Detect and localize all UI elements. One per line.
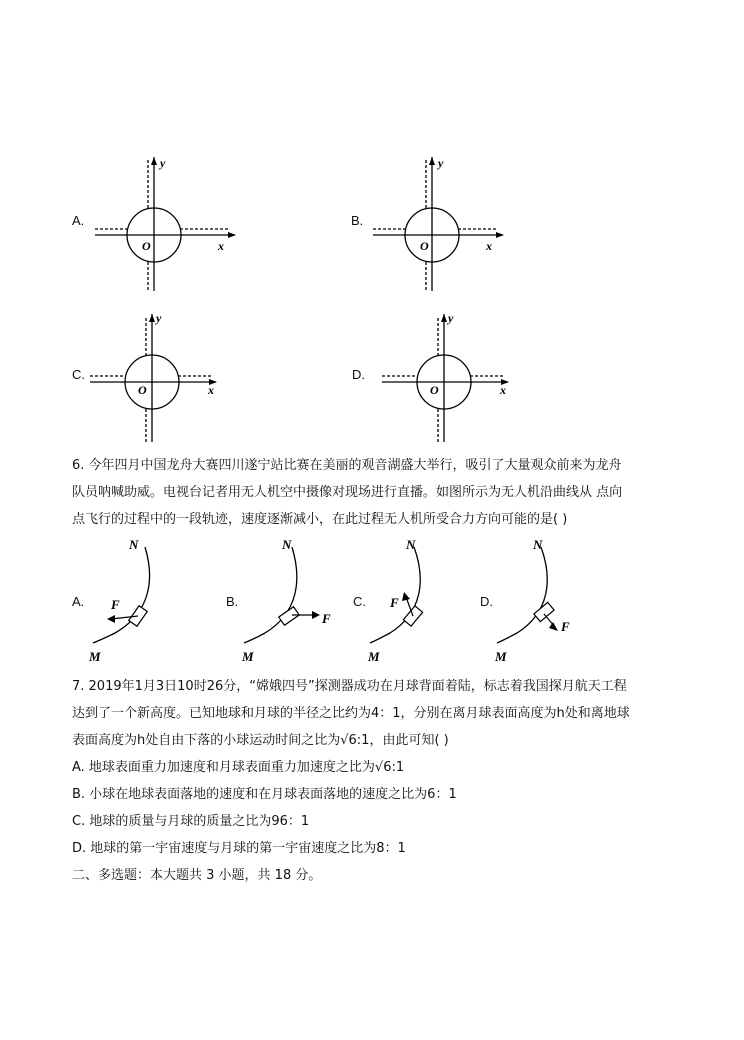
q6-force-c: F xyxy=(390,595,399,610)
q7-line-3: 表面高度为h处自由下落的小球运动时间之比为√6:1，由此可知( ) xyxy=(72,733,449,748)
section-heading-multiple-choice: 二、多选题：本大题共 3 小题，共 18 分。 xyxy=(72,868,322,883)
q5-diagram-a xyxy=(90,155,240,295)
q6-point-m-d: M xyxy=(495,649,507,664)
q6-point-n-d: N xyxy=(533,537,543,552)
q6-point-m-b: M xyxy=(242,649,254,664)
q6-line-2: 队员呐喊助威。电视台记者用无人机空中摄像对现场进行直播。如图所示为无人机沿曲线从 点向 xyxy=(72,485,623,500)
q5-axis-x-label: x xyxy=(218,239,224,253)
q5-option-a-label[interactable]: A. xyxy=(72,213,85,228)
q6-force-a: F xyxy=(111,597,120,612)
q6-force-d: F xyxy=(561,619,570,634)
q5-axis-y-label: y xyxy=(160,156,166,170)
q7-option-b[interactable]: B. 小球在地球表面落地的速度和在月球表面落地的速度之比为6：1 xyxy=(72,787,457,802)
q6-option-a-label[interactable]: A. xyxy=(72,594,85,609)
q5-axis-x-label-b: x xyxy=(486,239,492,253)
q6-diagram-c xyxy=(366,535,456,665)
q6-diagram-d xyxy=(493,535,593,665)
q6-point-n-a: N xyxy=(129,537,139,552)
q5-axis-x-label-d: x xyxy=(500,383,506,397)
q7-option-c[interactable]: C. 地球的质量与月球的质量之比为96：1 xyxy=(72,814,310,829)
q6-point-n-b: N xyxy=(282,537,292,552)
q6-point-m-c: M xyxy=(368,649,380,664)
q5-option-c-label[interactable]: C. xyxy=(72,367,85,382)
q5-axis-y-label-b: y xyxy=(438,156,444,170)
q6-diagram-b xyxy=(240,535,350,665)
q5-origin-label: O xyxy=(142,239,151,253)
q6-option-b-label[interactable]: B. xyxy=(226,594,239,609)
q6-option-d-label[interactable]: D. xyxy=(480,594,493,609)
q5-option-b-label[interactable]: B. xyxy=(351,213,364,228)
q6-line-1: 6. 今年四月中国龙舟大赛四川遂宁站比赛在美丽的观音湖盛大举行，吸引了大量观众前来为龙舟 xyxy=(72,458,622,473)
q5-axis-y-label-c: y xyxy=(156,311,162,325)
q7-line-2: 达到了一个新高度。已知地球和月球的半径之比约为4：1，分别在离月球表面高度为h处和离地球 xyxy=(72,706,630,721)
q6-option-c-label[interactable]: C. xyxy=(353,594,366,609)
q6-point-n-c: N xyxy=(406,537,416,552)
q6-force-b: F xyxy=(322,611,331,626)
q5-axis-y-label-d: y xyxy=(448,311,454,325)
q5-diagram-c xyxy=(88,310,238,445)
q6-diagram-a xyxy=(85,535,175,665)
q5-option-d-label[interactable]: D. xyxy=(352,367,365,382)
q5-axis-x-label-c: x xyxy=(208,383,214,397)
q6-line-3: 点飞行的过程中的一段轨迹，速度逐渐减小，在此过程无人机所受合力方向可能的是( ) xyxy=(72,512,568,527)
q7-option-a[interactable]: A. 地球表面重力加速度和月球表面重力加速度之比为√6:1 xyxy=(72,760,405,775)
q5-origin-label-c: O xyxy=(138,383,147,397)
q7-option-d[interactable]: D. 地球的第一宇宙速度与月球的第一宇宙速度之比为8：1 xyxy=(72,841,406,856)
q5-diagram-d xyxy=(380,310,530,445)
q5-origin-label-d: O xyxy=(430,383,439,397)
q5-origin-label-b: O xyxy=(420,239,429,253)
q5-diagram-b xyxy=(368,155,518,295)
q6-point-m-a: M xyxy=(89,649,101,664)
q7-line-1: 7. 2019年1月3日10时26分，“嫦娥四号”探测器成功在月球背面着陆，标志着我国探月航天工程 xyxy=(72,679,627,694)
